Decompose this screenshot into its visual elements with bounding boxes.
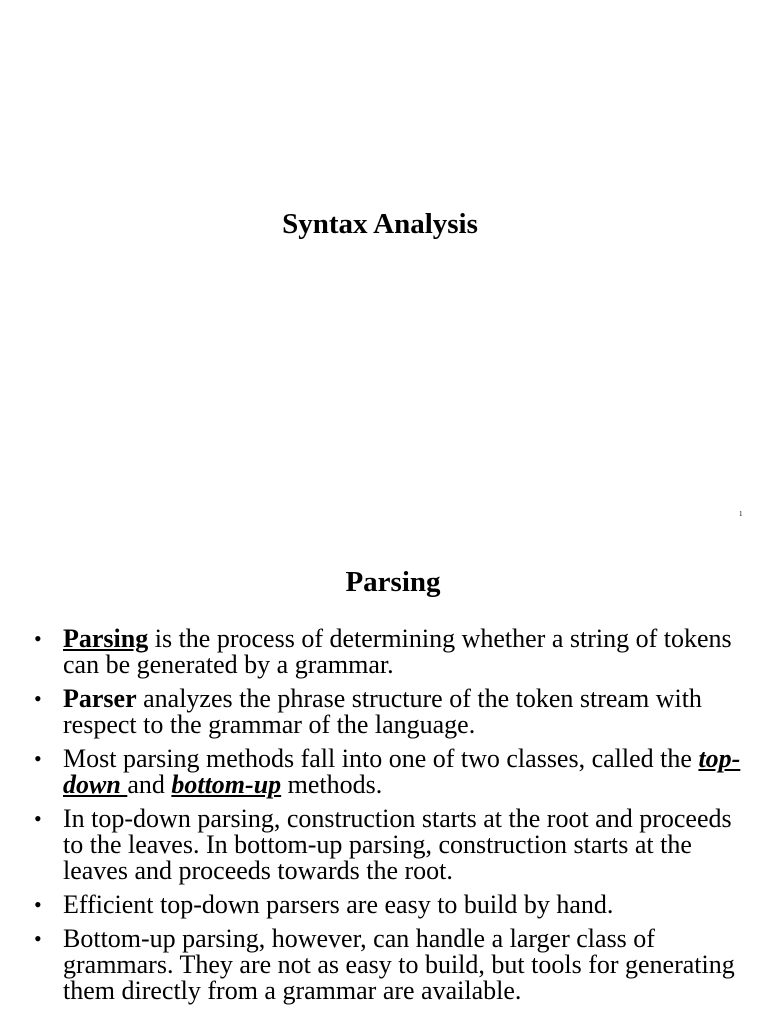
bullet-list [0,626,768,1012]
bullet-text: In top-down parsing, construction starts at the root and proceeds to the leaves. In bottom-up parsing, construction starts at the leaves and proceeds towards the root. [63,804,732,885]
bullet-dot-icon: • [34,626,42,651]
bullet-item-parsing [0,626,768,678]
bullet-dot-icon: • [34,892,42,917]
bullet-term-top-down: top-down [63,744,741,799]
bullet-text-post: methods. [281,770,383,799]
bullet-dot-icon: • [34,746,42,771]
bullet-item-classes [0,746,768,798]
bullet-text: is the process of determining whether a string of tokens can be generated by a grammar. [63,624,732,679]
bullet-term: Parsing [63,624,149,653]
bullet-text: Bottom-up parsing, however, can handle a larger class of grammars. They are not as easy to build, but tools for generating them directly from a grammar are available. [63,924,735,1005]
bullet-term: Parser [63,684,137,713]
bullet-item-parser [0,686,768,738]
bullet-dot-icon: • [34,686,42,711]
bullet-text: analyzes the phrase structure of the token stream with respect to the grammar of the language. [63,684,702,739]
bullet-dot-icon: • [34,806,42,831]
bullet-term-bottom-up: bottom-up [171,770,282,799]
bullet-item-bottom-up [0,926,768,1004]
bullet-item-construction [0,806,768,884]
bullet-dot-icon: • [34,926,42,951]
slide-2-title: Parsing [345,566,441,598]
bullet-text: Most parsing methods fall into one of two classes, called the [63,744,699,773]
bullet-item-efficient [0,892,768,918]
page-number: 1 [739,510,743,518]
bullet-text-mid: and [127,770,172,799]
slide-2 [0,510,768,1024]
bullet-text: Efficient top-down parsers are easy to build by hand. [63,890,614,919]
slide-1-title: Syntax Analysis [282,208,478,240]
